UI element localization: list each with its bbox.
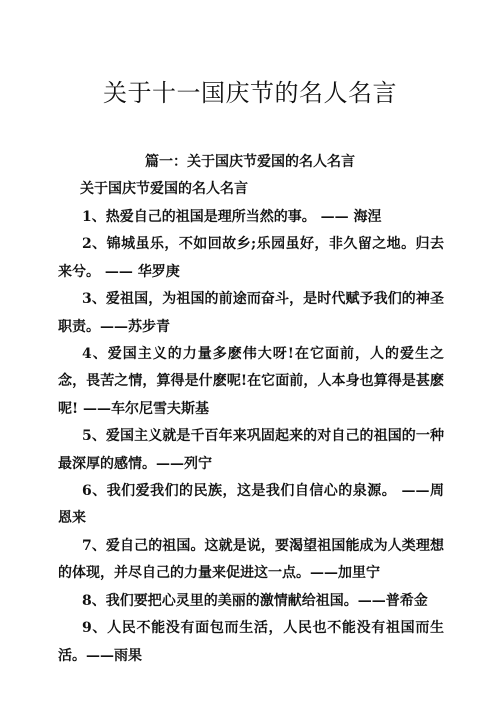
- quote-item: 1、热爱自己的祖国是理所当然的事。 —— 海涅: [82, 209, 382, 225]
- quote-item: 2、锦城虽乐，不如回故乡;乐园虽好，非久留之地。归去来兮。 —— 华罗庚: [58, 236, 444, 280]
- quote-item: 6、我们爱我们的民族，这是我们自信心的泉源。 ——周恩来: [58, 483, 444, 527]
- quote-item: 7、爱自己的祖国。这就是说，要渴望祖国能成为人类理想的体现，并尽自己的力量来促进这一点。——加里宁: [58, 537, 444, 582]
- quote-item: 8、我们要把心灵里的美丽的激情献给祖国。——普希金: [82, 592, 428, 609]
- quote-item: 9、人民不能没有面包而生活，人民也不能没有祖国而生活。——雨果: [58, 620, 444, 664]
- subheading: 关于国庆节爱国的名人名言: [80, 181, 248, 197]
- section-heading: 篇一：关于国庆节爱国的名人名言: [145, 154, 355, 170]
- quote-item: 3、爱祖国，为祖国的前途而奋斗，是时代赋予我们的神圣职责。——苏步青: [58, 291, 444, 335]
- quote-item: 4、爱国主义的力量多麽伟大呀!在它面前，人的爱生之念，畏苦之情，算得是什麽呢!在它面前，人本身也算得是甚麽呢! ——车尔尼雪夫斯基: [58, 346, 444, 417]
- quote-list: [58, 204, 444, 670]
- quote-item: 5、爱国主义就是千百年来巩固起来的对自己的祖国的一种最深厚的感情。——列宁: [58, 428, 444, 472]
- document-title: 关于十一国庆节的名人名言: [103, 79, 397, 108]
